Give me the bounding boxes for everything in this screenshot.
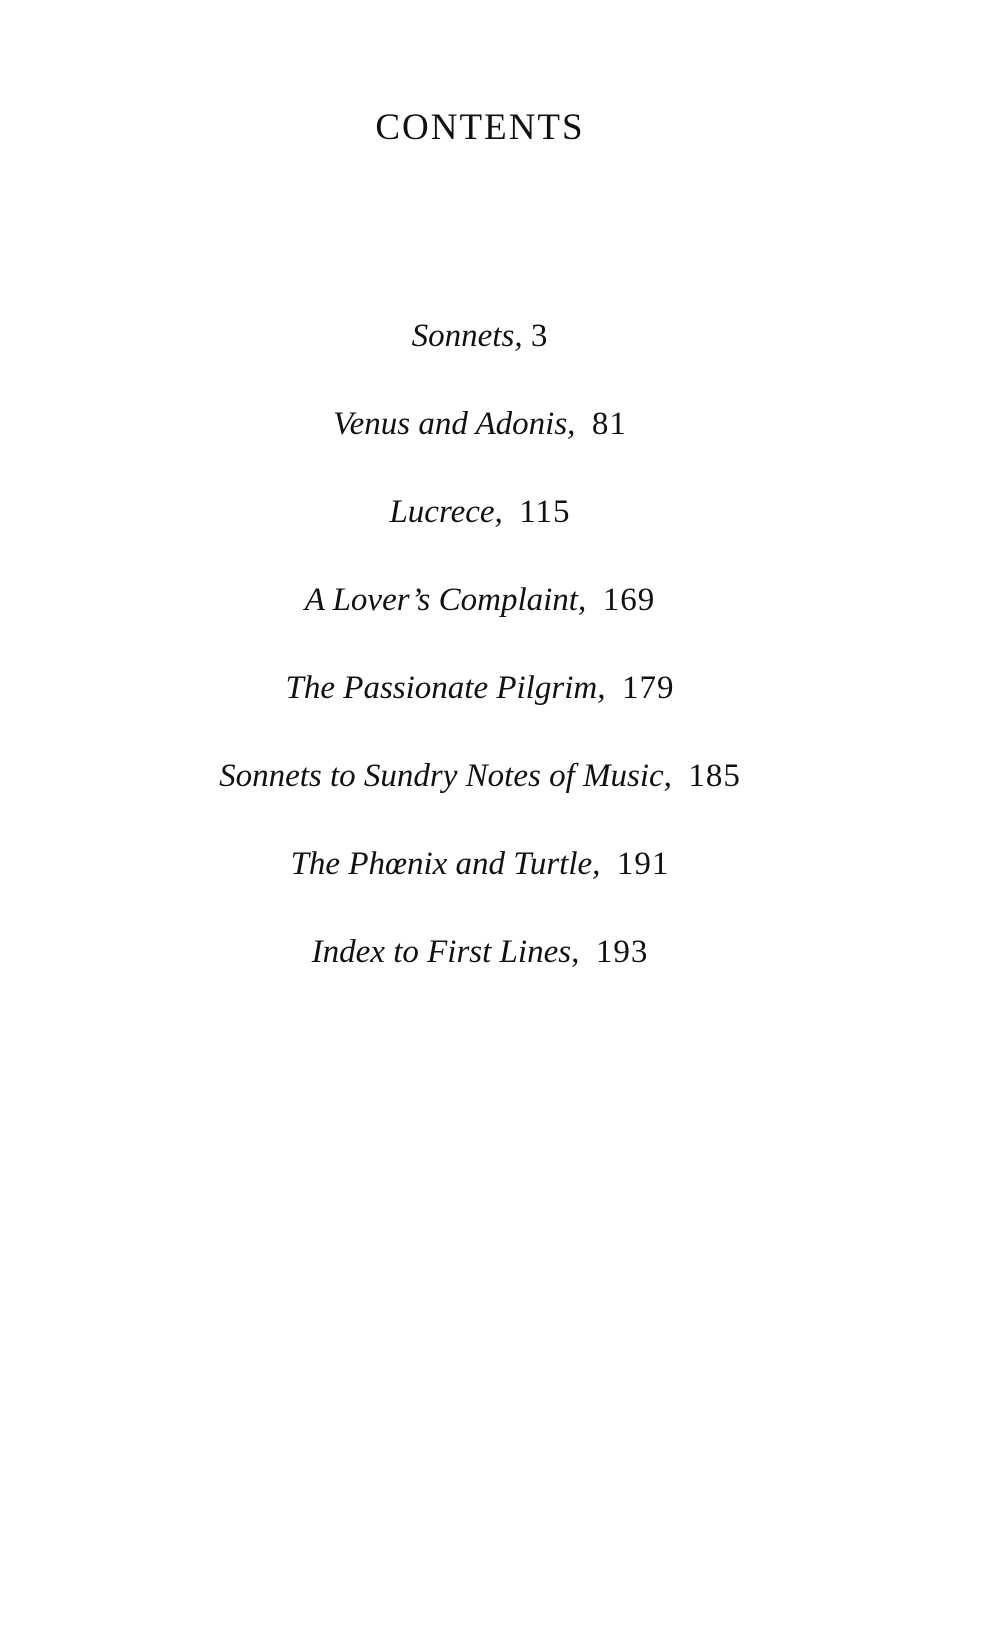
toc-entry-lucrece[interactable] [0,494,960,582]
toc-entry-index-to-first-lines[interactable] [0,934,960,1022]
toc-entry-page: 193 [595,934,649,970]
toc-entry-page: 81 [591,406,627,442]
toc-entry-the-passionate-pilgrim[interactable] [0,670,960,758]
toc-entry-page: 191 [616,846,670,882]
toc-entry-page: 3 [530,318,549,354]
toc-entry-title: Index to First Lines, [311,934,580,970]
toc-entry-page: 185 [688,758,741,794]
table-of-contents [0,318,960,1022]
toc-entry-title: Sonnets, [411,318,523,354]
toc-entry-title: Venus and Adonis, [333,406,576,442]
toc-entry-the-phoenix-and-turtle[interactable] [0,846,960,934]
page-title: CONTENTS [375,107,585,148]
toc-entry-page: 179 [621,670,675,706]
toc-entry-venus-and-adonis[interactable] [0,406,960,494]
toc-entry-title: A Lover’s Complaint, [304,582,587,618]
toc-entry-title: Lucrece, [389,494,503,530]
toc-entry-page: 115 [519,494,571,530]
toc-entry-page: 169 [602,582,656,618]
toc-entry-title: Sonnets to Sundry Notes of Music, [219,758,672,794]
toc-entry-title: The Phœnix and Turtle, [290,846,601,882]
toc-entry-sonnets[interactable] [0,318,960,406]
toc-entry-a-lovers-complaint[interactable] [0,582,960,670]
toc-entry-title: The Passionate Pilgrim, [285,670,606,706]
toc-entry-sonnets-to-sundry-notes-of-music[interactable] [0,758,960,846]
